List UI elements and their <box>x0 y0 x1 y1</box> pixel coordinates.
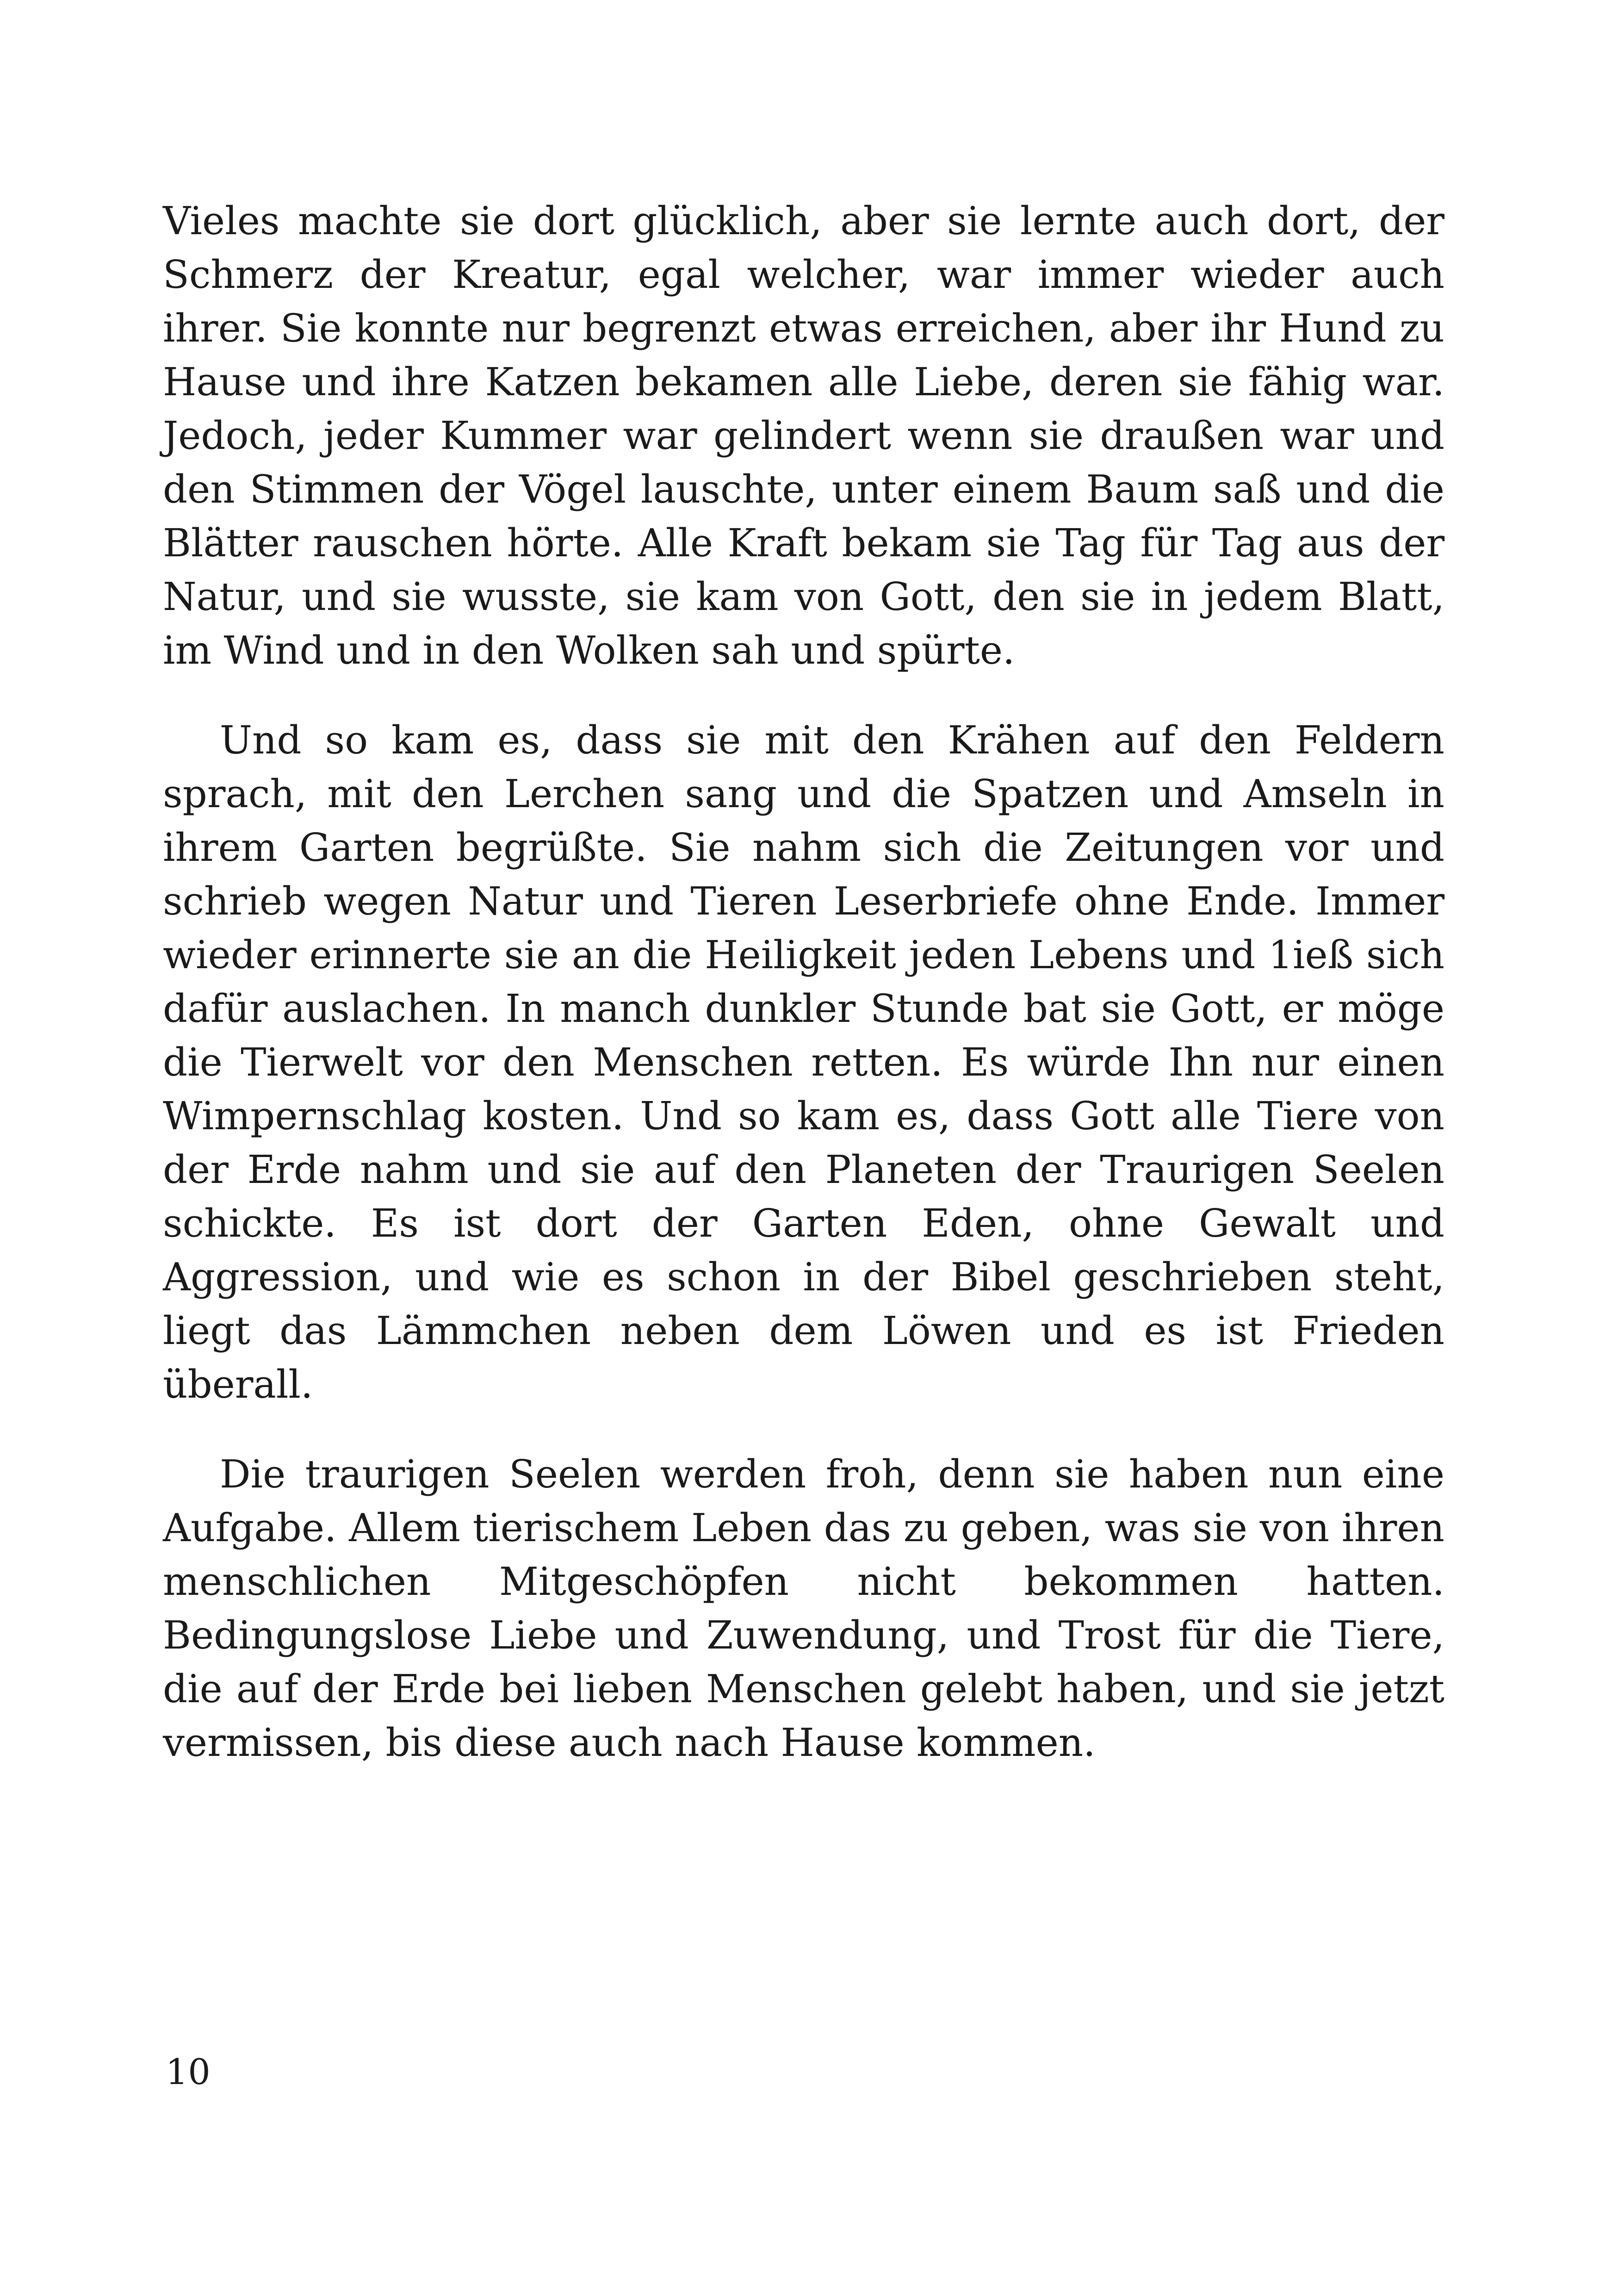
paragraph-2: Und so kam es, dass sie mit den Krähen auf den Feldern sprach, mit den Lerchen sang und die Spatzen und Amseln in ihrem Garten begrüßte. Sie nahm sich die Zeitungen vor und schrieb wegen Natur und Tieren Leserbriefe ohne Ende. Immer wieder erinnerte sie an die Heiligkeit jeden Lebens und 1ieß sich dafür auslachen. In manch dunkler Stunde bat sie Gott, er möge die Tierwelt vor den Menschen retten. Es würde Ihn nur einen Wimpernschlag kosten. Und so kam es, dass Gott alle Tiere von der Erde nahm und sie auf den Planeten der Traurigen Seelen schickte. Es ist dort der Garten Eden, ohne Gewalt und Aggression, und wie es schon in der Bibel geschrieben steht, liegt das Lämmchen neben dem Löwen und es ist Frieden überall. <box>163 718 1444 1407</box>
paragraph-3: Die traurigen Seelen werden froh, denn sie haben nun eine Aufgabe. Allem tierischem Leben das zu geben, was sie von ihren menschlichen Mitgeschöpfen nicht bekommen hatten. Bedingungslose Liebe und Zuwendung, und Trost für die Tiere, die auf der Erde bei lieben Menschen gelebt haben, und sie jetzt vermissen, bis diese auch nach Hause kommen. <box>163 1452 1444 1765</box>
page-number: 10 <box>166 2051 211 2092</box>
paragraph-1: Vieles machte sie dort glücklich, aber sie lernte auch dort, der Schmerz der Kreatur, egal welcher, war immer wieder auch ihrer. Sie konnte nur begrenzt etwas erreichen, aber ihr Hund zu Hause und ihre Katzen bekamen alle Liebe, deren sie fähig war. Jedoch, jeder Kummer war gelindert wenn sie draußen war und den Stimmen der Vögel lauschte, unter einem Baum saß und die Blätter rauschen hörte. Alle Kraft bekam sie Tag für Tag aus der Natur, und sie wusste, sie kam von Gott, den sie in jedem Blatt, im Wind und in den Wolken sah und spürte. <box>163 199 1444 673</box>
body-text <box>163 194 1444 1806</box>
